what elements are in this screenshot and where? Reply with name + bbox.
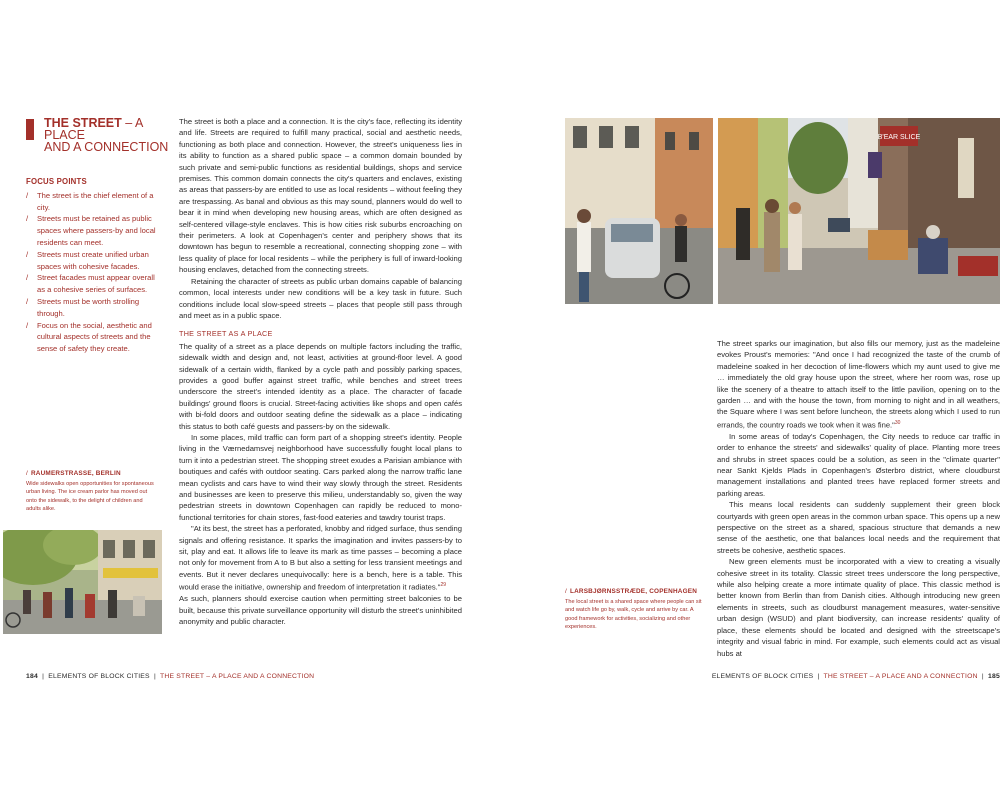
paragraph: This means local residents can suddenly supplement their green block courtyards with green open areas in the common urban space. This opens up a new perspective on the street as a shared, spacious structure that demands a new sense of the aesthetic, one that balances local needs and the requirement that streets be cohesive, aesthetic spaces. (717, 500, 1000, 555)
footer-book-title: ELEMENTS OF BLOCK CITIES (711, 673, 814, 680)
photo-street-cyclists (565, 118, 713, 304)
paragraph: The quality of a street as a place depends on multiple factors including the traffic, sidewalk width and design and, not least, activities at ground-floor level. A good sidewalk of a certain width, flanked by a cycle path and possibly parking spaces, provides a good buffer against street traffic, while benches and street trees underscore the street's intended identity as a place. The character of facade buildings' ground floors is crucial. Street-facing activities like shops and open cafés with bi-fold doors and outdoor seating define the sidewalk as a place – indicating this status to both café guests and passers-by on the sidewalk. (179, 341, 462, 431)
focus-points (26, 176, 162, 355)
right-body-text (717, 338, 1000, 659)
footnote-ref: 30 (894, 419, 901, 426)
left-body-text (179, 116, 462, 627)
focus-point: / Streets must be retained as public spaces where passers-by and local residents can meet. (26, 213, 162, 248)
footer-left: 184 | ELEMENTS OF BLOCK CITIES | THE STREET – A PLACE AND A CONNECTION (26, 673, 315, 680)
chapter-title (26, 117, 174, 153)
focus-point: / Focus on the social, aesthetic and cultural aspects of streets and the sense of safety they create. (26, 320, 162, 355)
title-main: THE STREET (44, 116, 122, 130)
caption-text: Wide sidewalks open opportunities for spontaneous urban living. The ice cream parlor has moved out onto the sidewalk, to the delight of children and adults alike. (26, 480, 154, 513)
caption-title: LARSBJØRNSSTRÆDE, COPENHAGEN (569, 588, 698, 595)
paragraph: The street is both a place and a connection. It is the city's face, reflecting its identity and life. Streets are required to fulfill many practical, social and aesthetic needs, functioning as both place and connection. However, the street's uniqueness lies in its ability to function as a shared public space – a common domain bounded by such private and semi-public functions as residential buildings, shops and service premises. This common domain connects the city's quarters and enclaves, existing as areas that passers-by are entitled to use as local residents – without feeling they are trespassing. As banal and obvious as this may sound, planners would do well to bear it in mind when developing new housing areas, which are often designed as self-centered village-style enclaves. This is how cities risk suburbs encroaching on their perimeters. A look at Copenhagen's center and periphery shows that its downtown has begun to resemble a recreational, connecting shopping zone – with less quality of place for local residents – while the periphery is full of inward-looking housing enclaves, detached from the connecting streets. (179, 117, 462, 275)
footer-chapter: THE STREET – A PLACE AND A CONNECTION (823, 673, 978, 680)
page-number: 185 (988, 673, 1000, 680)
photo-caption-copenhagen: / LARSBJØRNSSTRÆDE, COPENHAGEN The local street is a shared space where people can sit and watch life go by, walk, cycle and arrive by car. A good framework for activities, socializing and other experiences. (565, 588, 705, 632)
paragraph: New green elements must be incorporated with a view to creating a visually cohesive street in its totality. Classic street trees underscore the long perspective, while also helping create a more intimate quality of place. This classic method is better known from Berlin than from Danish cities. Although introducing new green elements in streets, such as cloudburst management measures, water-sensitive urban design (WSUD) and plant biodiversity, can increase residents' quality of place, these elements should be located and designed with the streetscape's integrity and visual fabric in mind. For example, such elements could act as visual hubs at (717, 557, 1000, 658)
section-subheading: THE STREET AS A PLACE (179, 329, 273, 339)
paragraph-with-footnote (179, 523, 462, 593)
quote-text: "At its best, the street has a perforated, knobby and ridged surface, thus sending signals and offering resistance. It sparks the imagination and invites passers-by to sit, play and eat. It allows life to leave its mark as time passes – becoming a place not only for movement from A to B but also a setting for less transient meetings and events. But it never declares unequivocally: here is a bench, here is a table. This would erase the initiative, ownership and freedom of interpretation it radiates." (179, 524, 462, 592)
paragraph-with-footnote (717, 338, 1000, 431)
footer-right: ELEMENTS OF BLOCK CITIES | THE STREET – A PLACE AND A CONNECTION | 185 (711, 673, 1000, 680)
photo-caption-berlin: / RAUMERSTRASSE, BERLIN Wide sidewalks open opportunities for spontaneous urban living. The ice cream parlor has moved out onto the sidewalk, to the delight of children and adults alike. (26, 470, 154, 513)
title-accent-bar (26, 119, 34, 140)
focus-heading: FOCUS POINTS (26, 177, 87, 186)
photo-larsbjornsstraede (718, 118, 1000, 304)
paragraph: In some areas of today's Copenhagen, the City needs to reduce car traffic in order to enhance the streets' and sidewalks' quality of place. Planting more trees and shrubs in street spaces could be a solution, as seen in the "climate quarter" near Sankt Kjelds Plads in Copenhagen's Østerbro district, where cloudburst management installations and planted trees have replaced former streets and parking areas. (717, 431, 1000, 498)
title-line2: AND A CONNECTION (44, 140, 169, 154)
footer-book-title: ELEMENTS OF BLOCK CITIES (48, 673, 150, 680)
title-dash: – A PLACE (44, 116, 143, 142)
focus-point: / Street facades must appear overall as a cohesive series of surfaces. (26, 272, 162, 296)
caption-title: RAUMERSTRASSE, BERLIN (30, 470, 121, 477)
paragraph: Retaining the character of streets as public urban domains capable of balancing common, local interests under new conditions will be a key task in future. Such conditions include local slow-speed streets – places that people still pass through and meet as in a public space. (179, 276, 462, 320)
footer-chapter: THE STREET – A PLACE AND A CONNECTION (159, 673, 315, 680)
paragraph: In some places, mild traffic can form part of a shopping street's identity. People living in the Værnedamsvej neighborhood have successfully fought local plans to turn it into a pedestrian street. The shopping street exudes a Parisian ambiance with boutiques and cafés with outdoor seating. Cars parked along the narrow traffic lane mean cyclists and cars have to wind their way slowly through the street. Residents and businesses are keen to preserve this milieu, understandably so, given the way pedestrian streets in downtown Copenhagen can rapidly be reduced to mono-functional territories for chain stores, fast-food eateries and tawdry tourist traps. (179, 432, 462, 522)
caption-text: The local street is a shared space where people can sit and watch life go by, walk, cycle and arrive by car. A good framework for activities, socializing and other experiences. (565, 598, 702, 631)
page-number: 184 (26, 673, 38, 680)
quote-text: The street sparks our imagination, but also fills our memory, just as the madeleine evokes Proust's memories: "And once I had recognized the taste of the crumb of madeleine soaked in her decoction of lime-flowers which my aunt used to give me … immediately the old gray house upon the street, where her room was, rose up like the scenery of a theatre to attach itself to the little pavilion, opening on to the garden … and with the house the town, from morning to night and in all weathers, the Square where I was sent before luncheon, the streets along which I used to run errands, the country roads we took when it was fine." (717, 339, 1000, 430)
photo-raumerstrasse (3, 530, 162, 634)
focus-point: / Streets must create unified urban spaces with cohesive facades. (26, 249, 162, 273)
focus-point: / The street is the chief element of a city. (26, 190, 162, 214)
paragraph: As such, planners should exercise caution when permitting street balconies to be built, because this private surveillance opportunity will disturb the street's uninhibited anonymity and public character. (179, 594, 462, 626)
shop-sign: B'EAR SLICE (877, 134, 921, 141)
footnote-ref: 29 (440, 582, 447, 589)
focus-point: / Streets must be worth strolling through. (26, 296, 162, 320)
